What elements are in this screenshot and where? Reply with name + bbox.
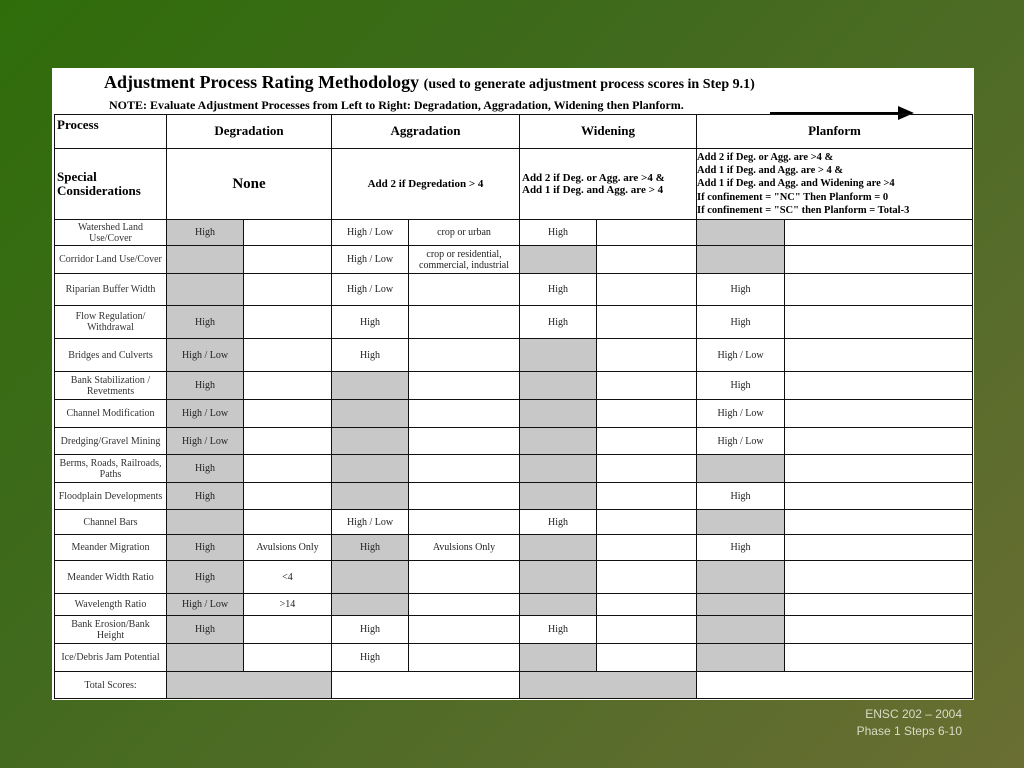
rating-cell: [785, 220, 973, 246]
rating-cell: High: [167, 616, 244, 644]
rating-cell: High: [697, 535, 785, 561]
rating-cell: [409, 428, 520, 455]
rating-cell: [244, 220, 332, 246]
rating-cell: High: [697, 483, 785, 510]
rating-cell: [785, 339, 973, 372]
rating-cell: [332, 561, 409, 594]
rating-cell: [409, 372, 520, 400]
rating-cell: [520, 644, 597, 672]
rating-cell: [697, 455, 785, 483]
header-planform: Planform: [697, 115, 973, 149]
process-name: Berms, Roads, Railroads, Paths: [55, 455, 167, 483]
table-row: [55, 535, 973, 561]
process-name: Bridges and Culverts: [55, 339, 167, 372]
rating-cell: Avulsions Only: [409, 535, 520, 561]
rating-cell: [520, 428, 597, 455]
rating-cell: High: [520, 274, 597, 306]
process-name: Wavelength Ratio: [55, 594, 167, 616]
rating-cell: [520, 455, 597, 483]
total-score-cell: [697, 672, 973, 699]
rating-cell: [597, 616, 697, 644]
sheet-title: [104, 72, 755, 93]
rating-cell: High: [520, 616, 597, 644]
table-row: [55, 428, 973, 455]
process-name: Channel Bars: [55, 510, 167, 535]
table-row: [55, 246, 973, 274]
rating-cell: High / Low: [332, 274, 409, 306]
rating-cell: High: [167, 483, 244, 510]
rating-cell: [409, 339, 520, 372]
rating-cell: [697, 220, 785, 246]
rating-cell: [597, 372, 697, 400]
process-name: Bank Erosion/Bank Height: [55, 616, 167, 644]
rating-cell: [409, 306, 520, 339]
special-label: Special Considerations: [55, 149, 167, 220]
table-row: [55, 306, 973, 339]
rating-cell: [244, 510, 332, 535]
rating-cell: High / Low: [697, 428, 785, 455]
rating-cell: High: [332, 535, 409, 561]
rating-cell: [597, 510, 697, 535]
rating-cell: [244, 400, 332, 428]
table-row: [55, 483, 973, 510]
rating-cell: [697, 561, 785, 594]
table-row: [55, 220, 973, 246]
rating-cell: [597, 274, 697, 306]
rating-cell: [409, 616, 520, 644]
rating-cell: [597, 246, 697, 274]
rating-cell: [597, 455, 697, 483]
rating-cell: [520, 339, 597, 372]
rating-cell: [597, 535, 697, 561]
special-considerations-row: [55, 149, 973, 220]
rating-cell: High / Low: [167, 428, 244, 455]
rating-cell: [167, 510, 244, 535]
rating-cell: [785, 400, 973, 428]
rating-cell: [332, 400, 409, 428]
slide-footer: [857, 706, 962, 740]
process-name: Corridor Land Use/Cover: [55, 246, 167, 274]
total-score-cell: [520, 672, 697, 699]
rating-cell: [167, 644, 244, 672]
rating-cell: [332, 428, 409, 455]
rating-cell: High: [167, 535, 244, 561]
rating-cell: [409, 400, 520, 428]
rating-cell: [520, 400, 597, 428]
rating-cell: [409, 274, 520, 306]
rating-cell: [244, 274, 332, 306]
header-process: Process: [55, 115, 167, 149]
rating-cell: [697, 246, 785, 274]
rating-cell: High: [520, 306, 597, 339]
rating-cell: <4: [244, 561, 332, 594]
rating-cell: [244, 616, 332, 644]
rating-cell: [332, 455, 409, 483]
process-name: Dredging/Gravel Mining: [55, 428, 167, 455]
rating-cell: [785, 594, 973, 616]
table-row: [55, 594, 973, 616]
process-name: Channel Modification: [55, 400, 167, 428]
process-name: Floodplain Developments: [55, 483, 167, 510]
rating-cell: [167, 274, 244, 306]
process-name: Flow Regulation/ Withdrawal: [55, 306, 167, 339]
rating-cell: >14: [244, 594, 332, 616]
rating-cell: [597, 483, 697, 510]
rating-cell: [785, 428, 973, 455]
rating-cell: [697, 510, 785, 535]
process-name: Meander Width Ratio: [55, 561, 167, 594]
rating-cell: [697, 594, 785, 616]
header-degradation: Degradation: [167, 115, 332, 149]
process-name: Ice/Debris Jam Potential: [55, 644, 167, 672]
rating-cell: High: [697, 306, 785, 339]
rating-cell: [785, 306, 973, 339]
rating-cell: [244, 339, 332, 372]
rating-cell: [244, 306, 332, 339]
rating-cell: [597, 306, 697, 339]
rating-cell: High: [332, 644, 409, 672]
rating-cell: [409, 483, 520, 510]
table-row: [55, 400, 973, 428]
rating-cell: High / Low: [167, 594, 244, 616]
rating-cell: [597, 220, 697, 246]
rating-cell: [697, 616, 785, 644]
rating-cell: [785, 372, 973, 400]
special-degradation: None: [167, 149, 332, 220]
rating-cell: [785, 644, 973, 672]
header-widening: Widening: [520, 115, 697, 149]
evaluation-note: NOTE: Evaluate Adjustment Processes from Left to Right: Degradation, Aggradation, Widening then Planform.: [109, 98, 684, 112]
rating-cell: [244, 372, 332, 400]
rating-cell: [332, 372, 409, 400]
special-planform: Add 2 if Deg. or Agg. are >4 & Add 1 if Deg. and Agg. are > 4 & Add 1 if Deg. and Agg. and Widening are >4 If confinement = "NC" Then Planform = 0 If confinement = "SC" then Planform = Total-3: [697, 149, 973, 220]
rating-cell: Avulsions Only: [244, 535, 332, 561]
rating-cell: [697, 644, 785, 672]
rating-cell: High / Low: [167, 339, 244, 372]
rating-cell: [332, 483, 409, 510]
rating-cell: [785, 455, 973, 483]
process-name: Watershed Land Use/Cover: [55, 220, 167, 246]
rating-cell: [785, 535, 973, 561]
rating-cell: [597, 594, 697, 616]
rating-cell: [167, 246, 244, 274]
header-aggradation: Aggradation: [332, 115, 520, 149]
rating-cell: [409, 510, 520, 535]
table-row: [55, 455, 973, 483]
rating-cell: [785, 616, 973, 644]
rating-cell: High / Low: [332, 220, 409, 246]
rating-cell: High: [167, 220, 244, 246]
rating-cell: [785, 246, 973, 274]
rating-cell: [520, 246, 597, 274]
rating-cell: [244, 483, 332, 510]
total-scores-label: Total Scores:: [55, 672, 167, 699]
rating-cell: [409, 644, 520, 672]
methodology-sheet: [52, 68, 974, 700]
rating-cell: [520, 561, 597, 594]
rating-cell: [244, 428, 332, 455]
rating-cell: High / Low: [167, 400, 244, 428]
rating-cell: High / Low: [332, 510, 409, 535]
rating-cell: [244, 644, 332, 672]
table-row: [55, 339, 973, 372]
table-row: [55, 616, 973, 644]
rating-cell: crop or residential, commercial, industrial: [409, 246, 520, 274]
rating-cell: High / Low: [697, 339, 785, 372]
rating-cell: [785, 510, 973, 535]
rating-cell: High: [167, 306, 244, 339]
total-scores-row: [55, 672, 973, 699]
rating-cell: [597, 339, 697, 372]
rating-table: [54, 114, 973, 699]
rating-cell: [785, 483, 973, 510]
process-name: Meander Migration: [55, 535, 167, 561]
rating-cell: [597, 644, 697, 672]
rating-cell: High: [332, 339, 409, 372]
rating-cell: High: [520, 510, 597, 535]
rating-cell: [597, 400, 697, 428]
title-subtitle: (used to generate adjustment process scores in Step 9.1): [423, 77, 755, 92]
rating-cell: [520, 372, 597, 400]
rating-cell: [244, 246, 332, 274]
process-name: Riparian Buffer Width: [55, 274, 167, 306]
rating-cell: crop or urban: [409, 220, 520, 246]
table-row: [55, 372, 973, 400]
footer-course: ENSC 202 – 2004: [865, 707, 962, 721]
rating-cell: [520, 535, 597, 561]
header-row: [55, 115, 973, 149]
rating-cell: [785, 561, 973, 594]
rating-cell: High: [167, 455, 244, 483]
rating-cell: [409, 594, 520, 616]
rating-cell: High: [520, 220, 597, 246]
rating-cell: [785, 274, 973, 306]
rating-cell: High: [697, 274, 785, 306]
total-score-cell: [332, 672, 520, 699]
rating-cell: [520, 483, 597, 510]
rating-cell: [597, 428, 697, 455]
rating-cell: High: [332, 616, 409, 644]
rating-cell: High: [332, 306, 409, 339]
special-aggradation: Add 2 if Degredation > 4: [332, 149, 520, 220]
process-name: Bank Stabilization / Revetments: [55, 372, 167, 400]
rating-cell: High: [697, 372, 785, 400]
table-row: [55, 274, 973, 306]
title-main: Adjustment Process Rating Methodology: [104, 72, 420, 92]
table-row: [55, 510, 973, 535]
rating-cell: High: [167, 372, 244, 400]
table-row: [55, 644, 973, 672]
rating-cell: [409, 455, 520, 483]
special-widening: Add 2 if Deg. or Agg. are >4 & Add 1 if Deg. and Agg. are > 4: [520, 149, 697, 220]
footer-phase: Phase 1 Steps 6-10: [856, 723, 962, 738]
table-row: [55, 561, 973, 594]
rating-cell: High / Low: [697, 400, 785, 428]
rating-cell: [520, 594, 597, 616]
rating-cell: [409, 561, 520, 594]
total-score-cell: [167, 672, 332, 699]
rating-cell: [597, 561, 697, 594]
rating-cell: [332, 594, 409, 616]
rating-cell: High / Low: [332, 246, 409, 274]
rating-cell: [244, 455, 332, 483]
rating-cell: High: [167, 561, 244, 594]
